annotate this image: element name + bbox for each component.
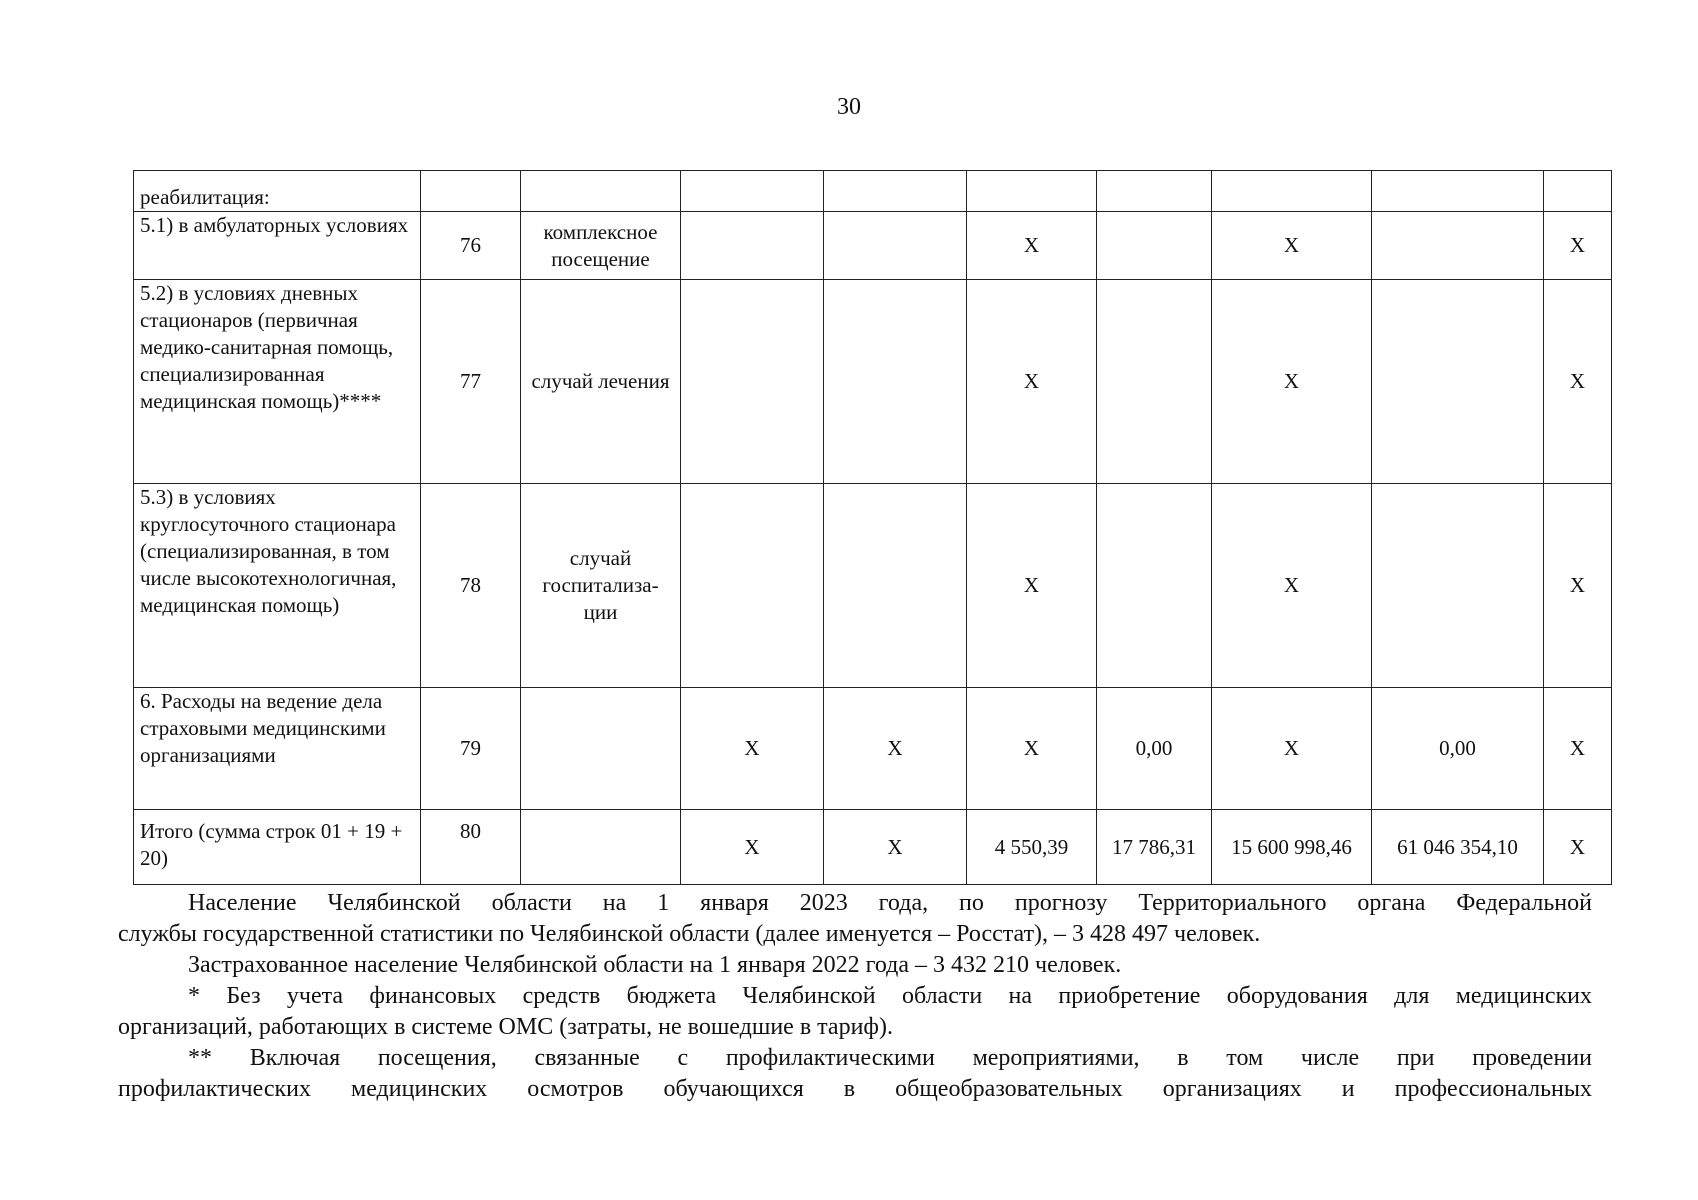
cell-col10: Х bbox=[1544, 280, 1612, 484]
cell-col4 bbox=[681, 280, 824, 484]
cell-col6: Х bbox=[967, 688, 1097, 810]
cell-col6: Х bbox=[967, 212, 1097, 280]
row-unit bbox=[521, 171, 681, 212]
row-unit: комплексное посещение bbox=[521, 212, 681, 280]
row-name: 5.3) в условиях круглосуточного стационара (специализированная, в том числе высокотехнологичная, медицинская помощь) bbox=[134, 484, 421, 688]
row-name: 5.1) в амбулаторных условиях bbox=[134, 212, 421, 280]
row-unit bbox=[521, 810, 681, 885]
footnote-1-line1: * Без учета финансовых средств бюджета Челябинской области на приобретение оборудования для медицинских bbox=[188, 983, 1592, 1009]
row-name: Итого (сумма строк 01 + 19 + 20) bbox=[134, 810, 421, 885]
cell-col8: Х bbox=[1212, 280, 1372, 484]
cell-col7: 0,00 bbox=[1097, 688, 1212, 810]
row-code: 76 bbox=[421, 212, 521, 280]
cell-col8: 15 600 998,46 bbox=[1212, 810, 1372, 885]
table-row bbox=[134, 484, 1612, 688]
row-code bbox=[421, 171, 521, 212]
cell-col9 bbox=[1372, 280, 1544, 484]
cell-col10 bbox=[1544, 171, 1612, 212]
row-name: 6. Расходы на ведение дела страховыми медицинскими организациями bbox=[134, 688, 421, 810]
table-row bbox=[134, 688, 1612, 810]
cell-col9 bbox=[1372, 171, 1544, 212]
cell-col10: Х bbox=[1544, 688, 1612, 810]
footnote-1-line2: организаций, работающих в системе ОМС (затраты, не вошедшие в тариф). bbox=[118, 1014, 893, 1040]
cell-col6: 4 550,39 bbox=[967, 810, 1097, 885]
cell-col9 bbox=[1372, 484, 1544, 688]
cell-col4 bbox=[681, 484, 824, 688]
funding-table bbox=[133, 170, 1612, 885]
cell-col10: Х bbox=[1544, 484, 1612, 688]
cell-col9: 0,00 bbox=[1372, 688, 1544, 810]
cell-col8: Х bbox=[1212, 484, 1372, 688]
table-row bbox=[134, 171, 1612, 212]
cell-col8: Х bbox=[1212, 212, 1372, 280]
cell-col6 bbox=[967, 171, 1097, 212]
cell-col7 bbox=[1097, 212, 1212, 280]
cell-col7: 17 786,31 bbox=[1097, 810, 1212, 885]
insured-population-note: Застрахованное население Челябинской области на 1 января 2022 года – 3 432 210 человек. bbox=[188, 952, 1122, 978]
row-name: 5.2) в условиях дневных стационаров (первичная медико-санитарная помощь, специализированная медицинская помощь)**** bbox=[134, 280, 421, 484]
page-number: 30 bbox=[837, 94, 861, 120]
row-code: 78 bbox=[421, 484, 521, 688]
row-unit bbox=[521, 688, 681, 810]
cell-col9 bbox=[1372, 212, 1544, 280]
cell-col5 bbox=[824, 171, 967, 212]
footnote-2-line1: ** Включая посещения, связанные с профилактическими мероприятиями, в том числе при проведении bbox=[188, 1045, 1592, 1071]
cell-col8: Х bbox=[1212, 688, 1372, 810]
table-row bbox=[134, 280, 1612, 484]
cell-col7 bbox=[1097, 484, 1212, 688]
cell-col7 bbox=[1097, 171, 1212, 212]
cell-col5: Х bbox=[824, 688, 967, 810]
cell-col4: Х bbox=[681, 688, 824, 810]
cell-col5: Х bbox=[824, 810, 967, 885]
cell-col6: Х bbox=[967, 484, 1097, 688]
cell-col10: Х bbox=[1544, 810, 1612, 885]
row-name: реабилитация: bbox=[134, 171, 421, 212]
row-code: 79 bbox=[421, 688, 521, 810]
cell-col4 bbox=[681, 171, 824, 212]
cell-col8 bbox=[1212, 171, 1372, 212]
cell-col5 bbox=[824, 484, 967, 688]
cell-col10: Х bbox=[1544, 212, 1612, 280]
cell-col7 bbox=[1097, 280, 1212, 484]
table-row bbox=[134, 810, 1612, 885]
footnote-2-line2: профилактических медицинских осмотров обучающихся в общеобразовательных организациях и профессиональных bbox=[118, 1076, 1592, 1102]
row-code: 77 bbox=[421, 280, 521, 484]
notes-section bbox=[118, 888, 1592, 1105]
cell-col4 bbox=[681, 212, 824, 280]
table-row bbox=[134, 212, 1612, 280]
cell-col5 bbox=[824, 212, 967, 280]
row-code: 80 bbox=[421, 810, 521, 885]
cell-col5 bbox=[824, 280, 967, 484]
cell-col9: 61 046 354,10 bbox=[1372, 810, 1544, 885]
row-unit: случай лечения bbox=[521, 280, 681, 484]
cell-col6: Х bbox=[967, 280, 1097, 484]
population-note-line1: Население Челябинской области на 1 января 2023 года, по прогнозу Территориального органа Федеральной bbox=[188, 890, 1592, 916]
population-note-line2: службы государственной статистики по Челябинской области (далее именуется – Росстат), – 3 428 497 человек. bbox=[118, 921, 1261, 947]
cell-col4: Х bbox=[681, 810, 824, 885]
row-unit: случай госпитализа-ции bbox=[521, 484, 681, 688]
